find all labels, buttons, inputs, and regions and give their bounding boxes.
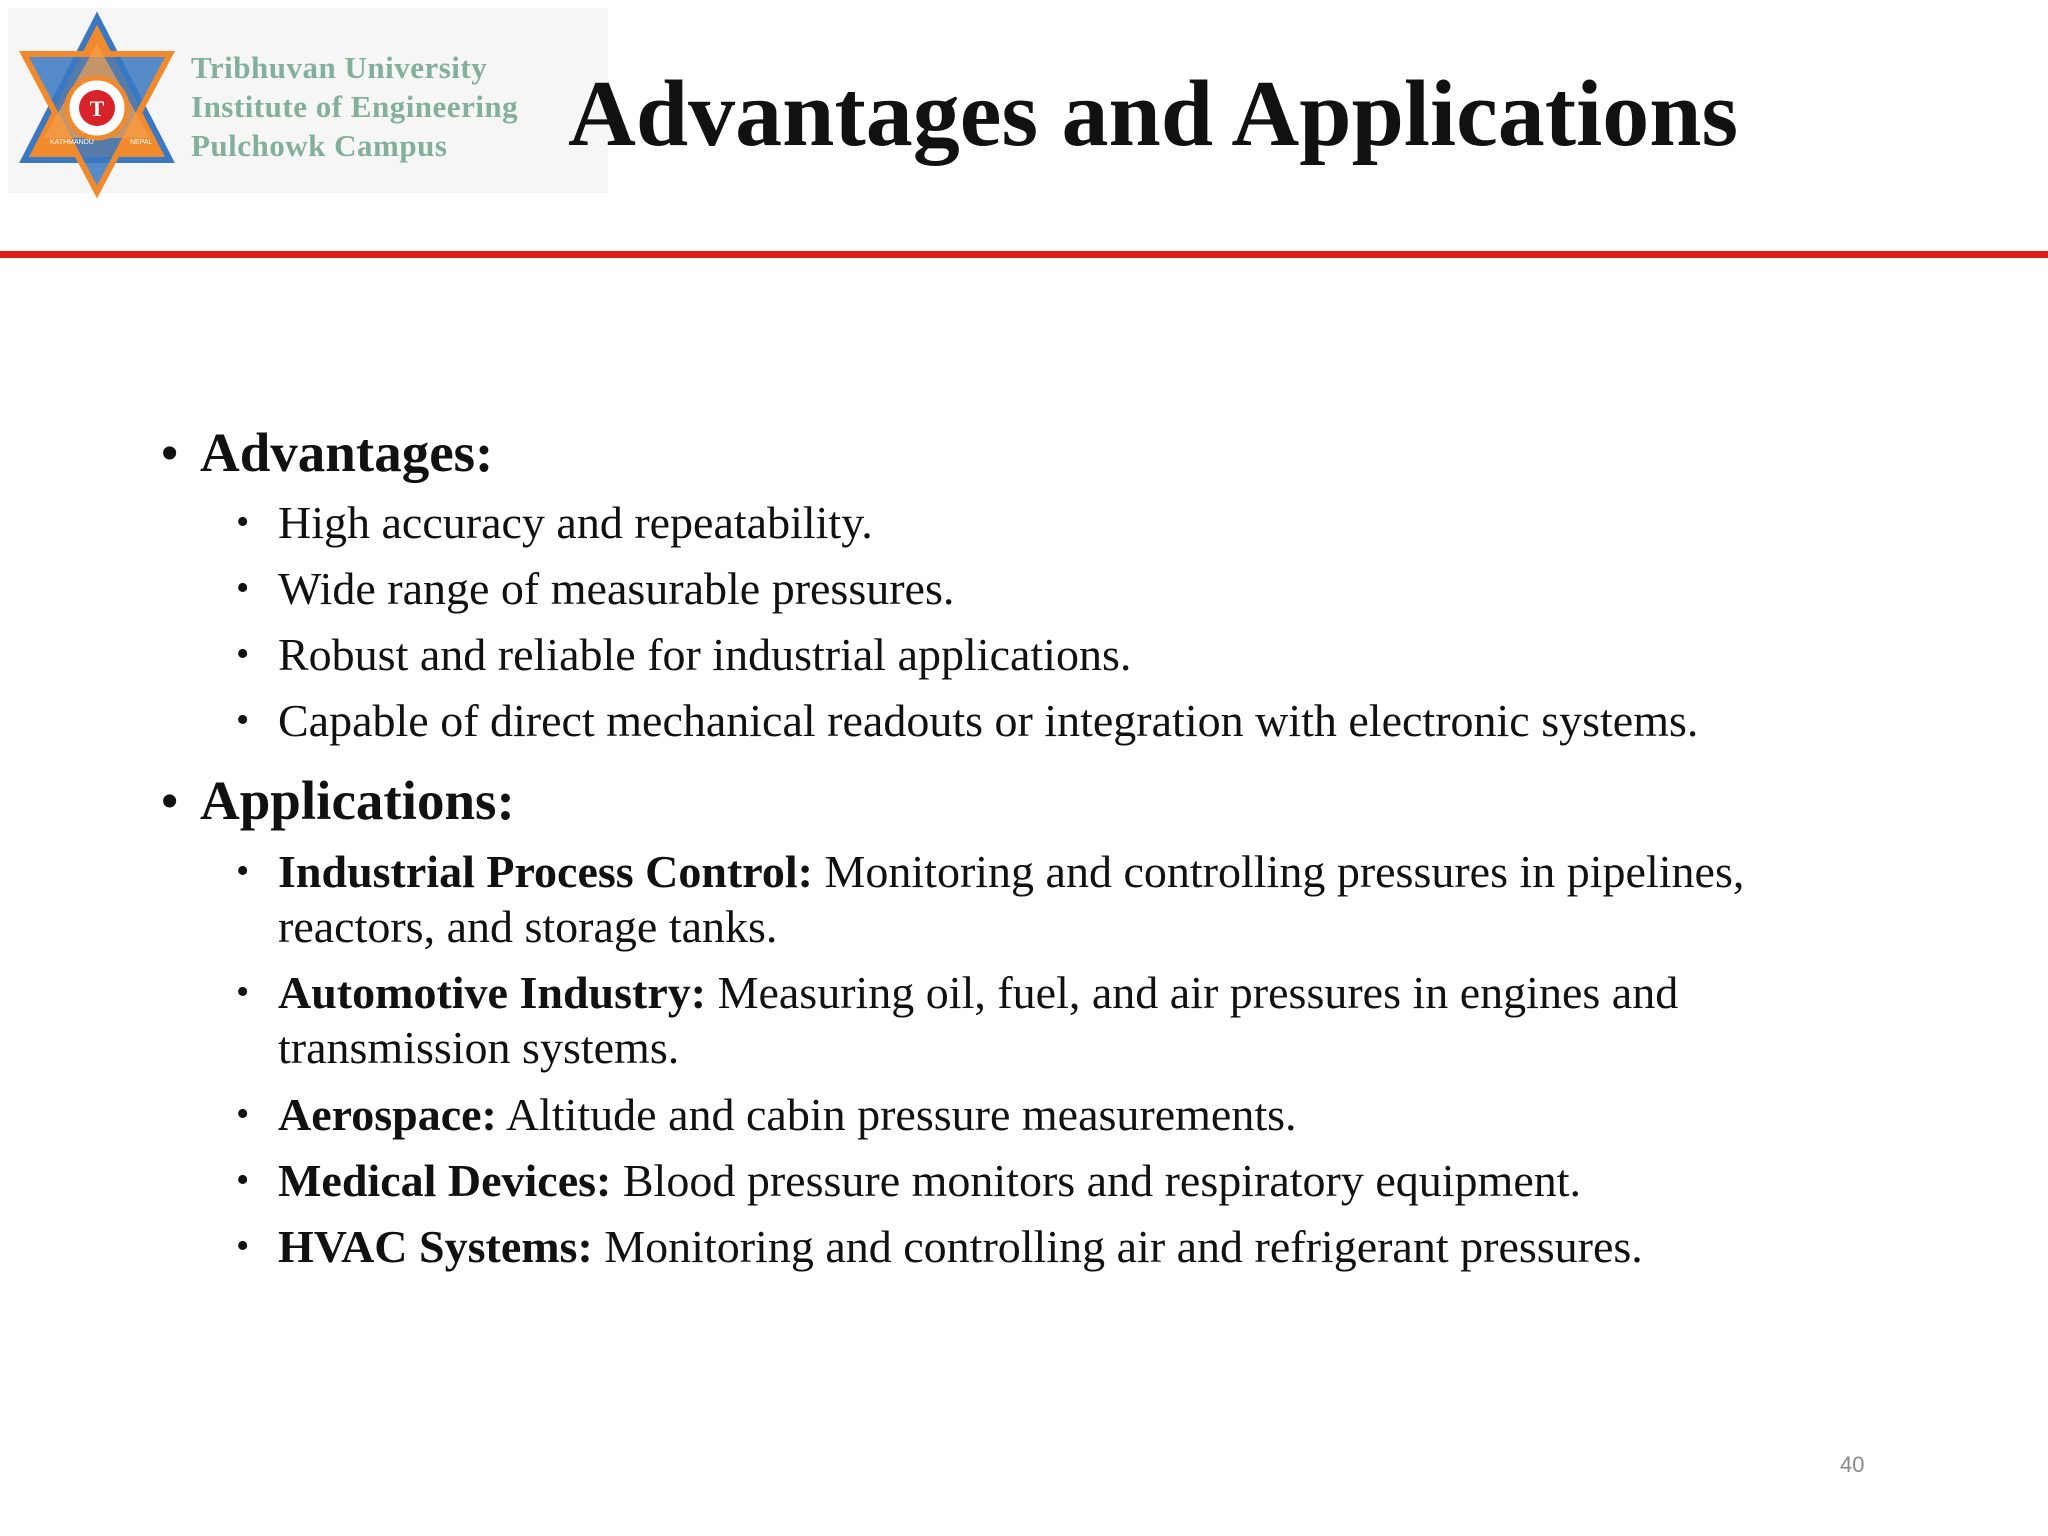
logo-line-university: Tribhuvan University [191,50,488,85]
section-heading-text: Applications: [200,770,515,831]
list-item [236,1087,1876,1142]
slide-title: Advantages and Applications [568,62,1739,166]
list-item-text [278,1219,1876,1274]
list-item-description: Altitude and cabin pressure measurements. [505,1089,1297,1140]
svg-text:T: T [89,96,105,121]
list-item-description: Blood pressure monitors and respiratory equipment. [622,1155,1582,1206]
list-item [236,1153,1876,1208]
bullet-icon: • [236,1093,250,1135]
bullet-icon: • [236,850,250,892]
list-item-text: High accuracy and repeatability. [278,497,873,548]
bullet-icon: • [236,971,250,1013]
bullet-icon: • [236,567,250,609]
list-item [236,1219,1876,1274]
list-item-description: Monitoring and controlling pressures in pipelines, reactors, and storage tanks. [278,846,1745,952]
logo-line-institute: Institute of Engineering [191,89,519,124]
list-item-description: Monitoring and controlling air and refrigerant pressures. [604,1221,1643,1272]
bullet-icon: • [236,1159,250,1201]
bullet-icon: • [236,699,250,741]
page-number: 40 [1840,1452,1865,1477]
bullet-icon: • [236,501,250,543]
logo-line-campus: Pulchowk Campus [191,128,448,163]
bullet-icon: • [236,1225,250,1267]
list-item-label: Aerospace: [278,1089,497,1140]
list-item-label: Industrial Process Control: [278,846,813,897]
list-item-label: Automotive Industry: [278,967,707,1018]
list-item [236,965,1876,1075]
list-item [236,844,1876,954]
emblem-text-right: NEPAL [130,139,153,146]
bullet-icon: • [236,633,250,675]
list-item-text: Robust and reliable for industrial applications. [278,629,1132,680]
bullet-icon: • [160,770,180,831]
bullet-icon: • [160,422,180,483]
list-item [236,693,1876,748]
list-item-text: Capable of direct mechanical readouts or integration with electronic systems. [278,695,1699,746]
list-item-text [278,1153,1876,1208]
section-heading-text: Advantages: [200,422,494,483]
list-item-description: Measuring oil, fuel, and air pressures in engines and transmission systems. [278,967,1679,1073]
list-item-label: HVAC Systems: [278,1221,593,1272]
list-item-text [278,965,1876,1075]
emblem-text-left: KATHMANDU [50,139,94,146]
list-item-text [278,1087,1876,1142]
list-item [236,627,1876,682]
list-item-text: Wide range of measurable pressures. [278,563,955,614]
list-item-text [278,844,1876,954]
list-item [236,495,1876,550]
list-item-label: Medical Devices: [278,1155,612,1206]
list-item [236,561,1876,616]
